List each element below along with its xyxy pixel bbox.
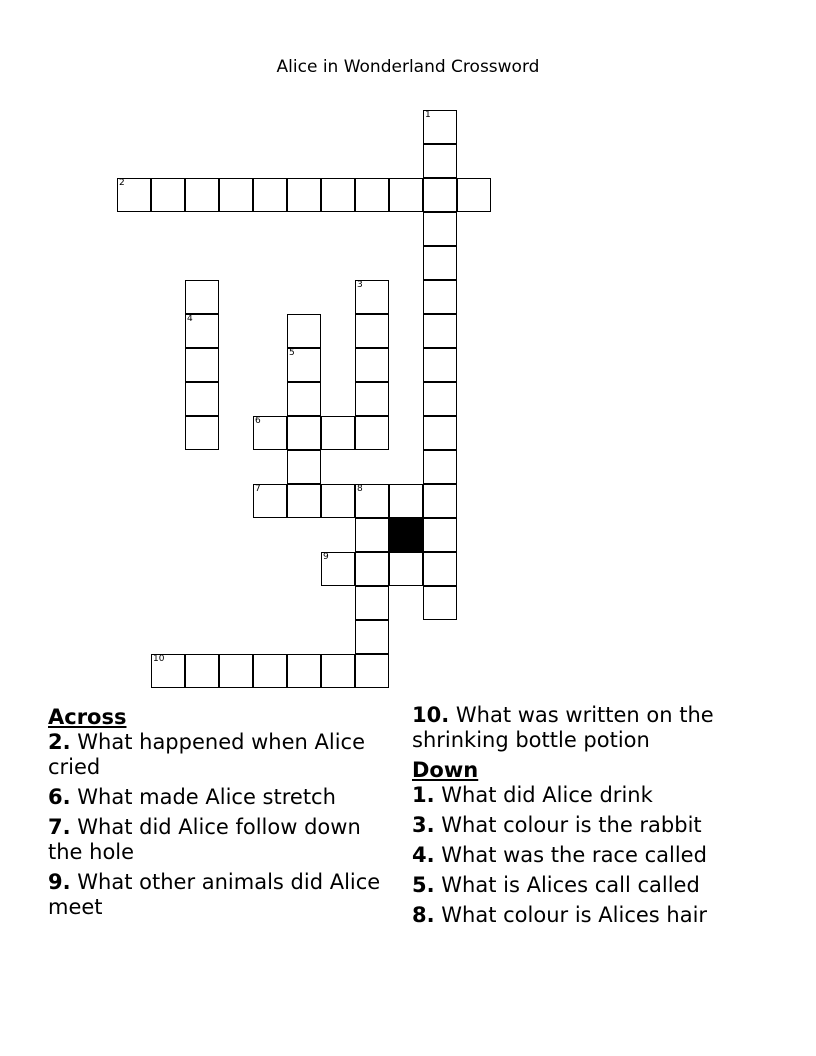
grid-cell[interactable] — [287, 178, 321, 212]
clue-down-5: 5. What is Alices call called — [412, 873, 700, 897]
grid-cell[interactable] — [117, 178, 151, 212]
grid-cell[interactable] — [355, 280, 389, 314]
grid-cell[interactable] — [355, 620, 389, 654]
clue-across-7: 7. What did Alice follow down the hole — [48, 815, 361, 864]
grid-cell-number: 7 — [255, 484, 261, 494]
grid-cell-number: 5 — [289, 348, 295, 358]
grid-cell[interactable] — [185, 654, 219, 688]
grid-cell[interactable] — [423, 110, 457, 144]
grid-cell-number: 4 — [187, 314, 193, 324]
grid-cell[interactable] — [253, 178, 287, 212]
grid-cell[interactable] — [423, 178, 457, 212]
grid-cell-number: 8 — [357, 484, 363, 494]
grid-cell[interactable] — [219, 654, 253, 688]
grid-cell[interactable] — [321, 416, 355, 450]
clue-across-6: 6. What made Alice stretch — [48, 785, 336, 809]
grid-cell-number: 9 — [323, 552, 329, 562]
grid-block-cell — [389, 518, 423, 552]
grid-cell[interactable] — [287, 348, 321, 382]
grid-cell[interactable] — [321, 484, 355, 518]
grid-cell[interactable] — [287, 450, 321, 484]
grid-cell-number: 3 — [357, 280, 363, 290]
grid-cell[interactable] — [185, 280, 219, 314]
grid-cell[interactable] — [219, 178, 253, 212]
grid-cell[interactable] — [457, 178, 491, 212]
grid-cell-number: 2 — [119, 178, 125, 188]
grid-cell[interactable] — [389, 178, 423, 212]
grid-cell-number: 1 — [425, 110, 431, 120]
grid-cell[interactable] — [287, 382, 321, 416]
grid-cell[interactable] — [389, 552, 423, 586]
grid-cell[interactable] — [423, 212, 457, 246]
clues-column-right — [412, 703, 772, 933]
grid-cell[interactable] — [355, 518, 389, 552]
grid-cell[interactable] — [321, 654, 355, 688]
clue-down-8: 8. What colour is Alices hair — [412, 903, 708, 927]
grid-cell[interactable] — [253, 654, 287, 688]
clue-down-1: 1. What did Alice drink — [412, 783, 653, 807]
grid-cell[interactable] — [355, 314, 389, 348]
grid-cell[interactable] — [423, 518, 457, 552]
grid-cell[interactable] — [321, 552, 355, 586]
grid-cell[interactable] — [423, 484, 457, 518]
grid-cell[interactable] — [185, 348, 219, 382]
clue-across-2: 2. What happened when Alice cried — [48, 730, 366, 779]
grid-cell[interactable] — [355, 416, 389, 450]
grid-cell[interactable] — [151, 178, 185, 212]
grid-cell[interactable] — [151, 654, 185, 688]
grid-cell[interactable] — [355, 178, 389, 212]
clue-down-3: 3. What colour is the rabbit — [412, 813, 702, 837]
grid-cell[interactable] — [321, 178, 355, 212]
grid-cell[interactable] — [355, 348, 389, 382]
grid-cell[interactable] — [355, 552, 389, 586]
clue-across-10: 10. What was written on the shrinking bottle potion — [412, 703, 714, 752]
grid-cell[interactable] — [423, 246, 457, 280]
grid-cell[interactable] — [253, 484, 287, 518]
down-heading: Down — [412, 758, 479, 782]
grid-cell-number: 6 — [255, 416, 261, 426]
grid-cell[interactable] — [423, 552, 457, 586]
grid-cell[interactable] — [287, 654, 321, 688]
clue-down-4: 4. What was the race called — [412, 843, 707, 867]
grid-cell[interactable] — [423, 416, 457, 450]
grid-cell[interactable] — [423, 382, 457, 416]
grid-cell-number: 10 — [153, 654, 165, 664]
grid-cell[interactable] — [185, 382, 219, 416]
clue-across-9: 9. What other animals did Alice meet — [48, 870, 381, 919]
grid-cell[interactable] — [423, 280, 457, 314]
grid-cell[interactable] — [355, 654, 389, 688]
grid-cell[interactable] — [287, 416, 321, 450]
page-title: Alice in Wonderland Crossword — [276, 57, 540, 77]
grid-cell[interactable] — [355, 382, 389, 416]
grid-cell[interactable] — [423, 348, 457, 382]
grid-cell[interactable] — [423, 586, 457, 620]
grid-cell[interactable] — [389, 484, 423, 518]
clues-column-left — [48, 703, 393, 925]
grid-cell[interactable] — [355, 586, 389, 620]
grid-cell[interactable] — [287, 484, 321, 518]
grid-cell[interactable] — [185, 416, 219, 450]
grid-cell[interactable] — [423, 314, 457, 348]
grid-cell[interactable] — [185, 178, 219, 212]
grid-cell[interactable] — [185, 314, 219, 348]
grid-cell[interactable] — [287, 314, 321, 348]
grid-cell[interactable] — [355, 484, 389, 518]
grid-cell[interactable] — [423, 144, 457, 178]
grid-cell[interactable] — [423, 450, 457, 484]
grid-cell[interactable] — [253, 416, 287, 450]
across-heading: Across — [48, 705, 127, 729]
